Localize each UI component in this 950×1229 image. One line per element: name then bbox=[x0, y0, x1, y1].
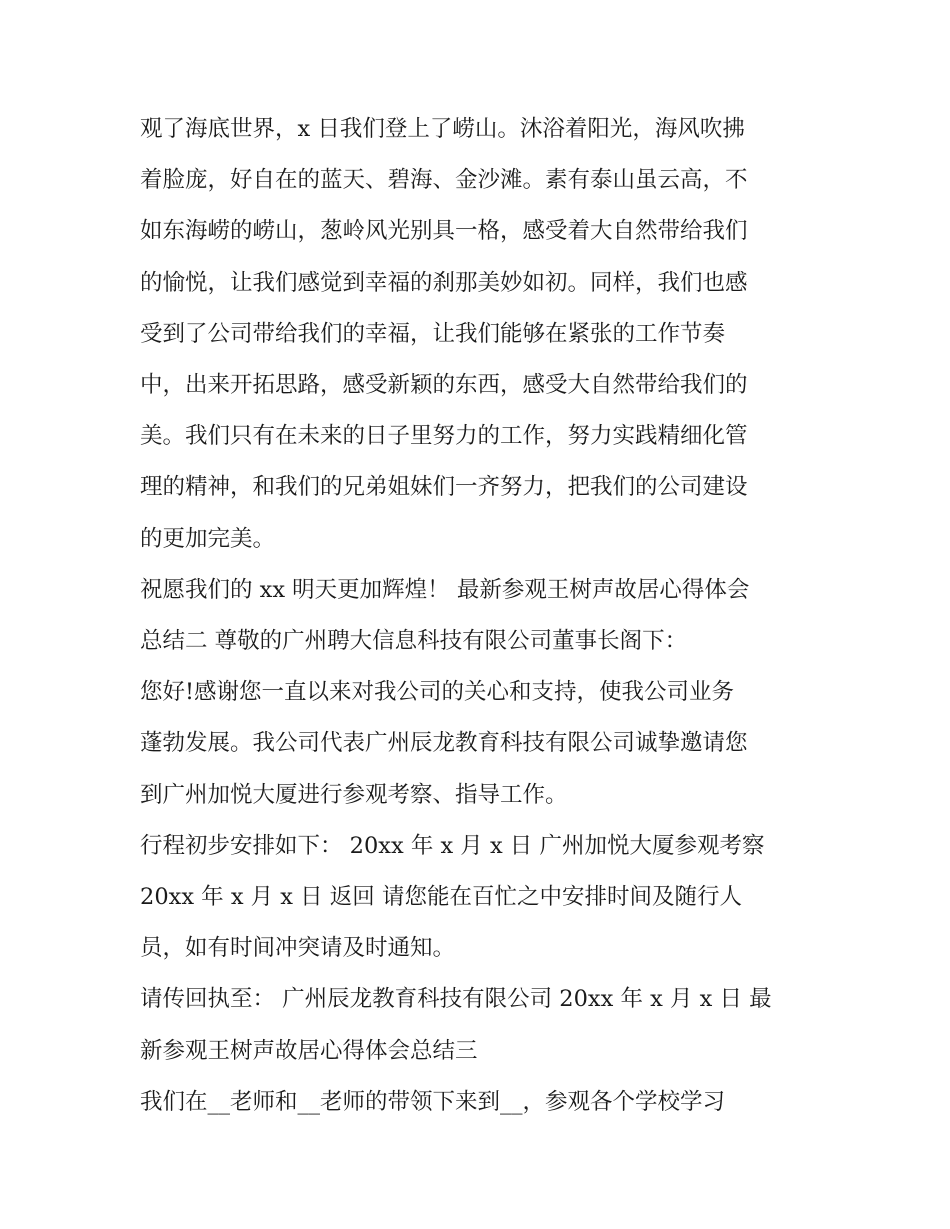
text-line: 中，出来开拓思路，感受新颖的东西，感受大自然带给我们的 bbox=[140, 372, 748, 399]
text-line: 20xx 年 x 月 x 日 返回 请您能在百忙之中安排时间及随行人 bbox=[140, 884, 742, 911]
text-line: 行程初步安排如下： 20xx 年 x 月 x 日 广州加悦大厦参观考察 bbox=[140, 832, 765, 859]
text-line: 理的精神，和我们的兄弟姐妹们一齐努力，把我们的公司建设 bbox=[140, 474, 748, 501]
text-line: 我们在__老师和__老师的带领下来到__，参观各个学校学习 bbox=[140, 1088, 726, 1115]
text-line: 新参观王树声故居心得体会总结三 bbox=[140, 1037, 478, 1064]
text-line: 如东海崂的崂山，葱岭风光别具一格，感受着大自然带给我们 bbox=[140, 218, 748, 245]
text-line: 员，如有时间冲突请及时通知。 bbox=[140, 935, 456, 962]
paragraph-trip-reflection bbox=[140, 104, 830, 565]
document-body bbox=[140, 104, 830, 1128]
text-line: 的更加完美。 bbox=[140, 525, 276, 552]
text-line: 请传回执至： 广州辰龙教育科技有限公司 20xx 年 x 月 x 日 最 bbox=[140, 986, 772, 1013]
text-line: 祝愿我们的 xx 明天更加辉煌！ 最新参观王树声故居心得体会 bbox=[140, 576, 750, 603]
text-line: 到广州加悦大厦进行参观考察、指导工作。 bbox=[140, 781, 568, 808]
paragraph-itinerary bbox=[140, 821, 830, 975]
text-line: 受到了公司带给我们的幸福，让我们能够在紧张的工作节奏 bbox=[140, 320, 726, 347]
paragraph-reply-and-title bbox=[140, 974, 830, 1076]
paragraph-wishes-and-greeting bbox=[140, 565, 830, 667]
paragraph-school-visit bbox=[140, 1077, 830, 1128]
text-line: 蓬勃发展。我公司代表广州辰龙教育科技有限公司诚挚邀请您 bbox=[140, 730, 748, 757]
text-line: 着脸庞，好自在的蓝天、碧海、金沙滩。素有泰山虽云高，不 bbox=[140, 167, 748, 194]
text-line: 观了海底世界，x 日我们登上了崂山。沐浴着阳光，海风吹拂 bbox=[140, 116, 745, 142]
text-line: 您好!感谢您一直以来对我公司的关心和支持，使我公司业务 bbox=[140, 679, 735, 706]
text-line: 的愉悦，让我们感觉到幸福的刹那美妙如初。同样，我们也感 bbox=[140, 269, 748, 296]
paragraph-invitation bbox=[140, 667, 830, 821]
text-line: 美。我们只有在未来的日子里努力的工作，努力实践精细化管 bbox=[140, 423, 748, 450]
text-line: 总结二 尊敬的广州聘大信息科技有限公司董事长阁下： bbox=[140, 628, 688, 655]
